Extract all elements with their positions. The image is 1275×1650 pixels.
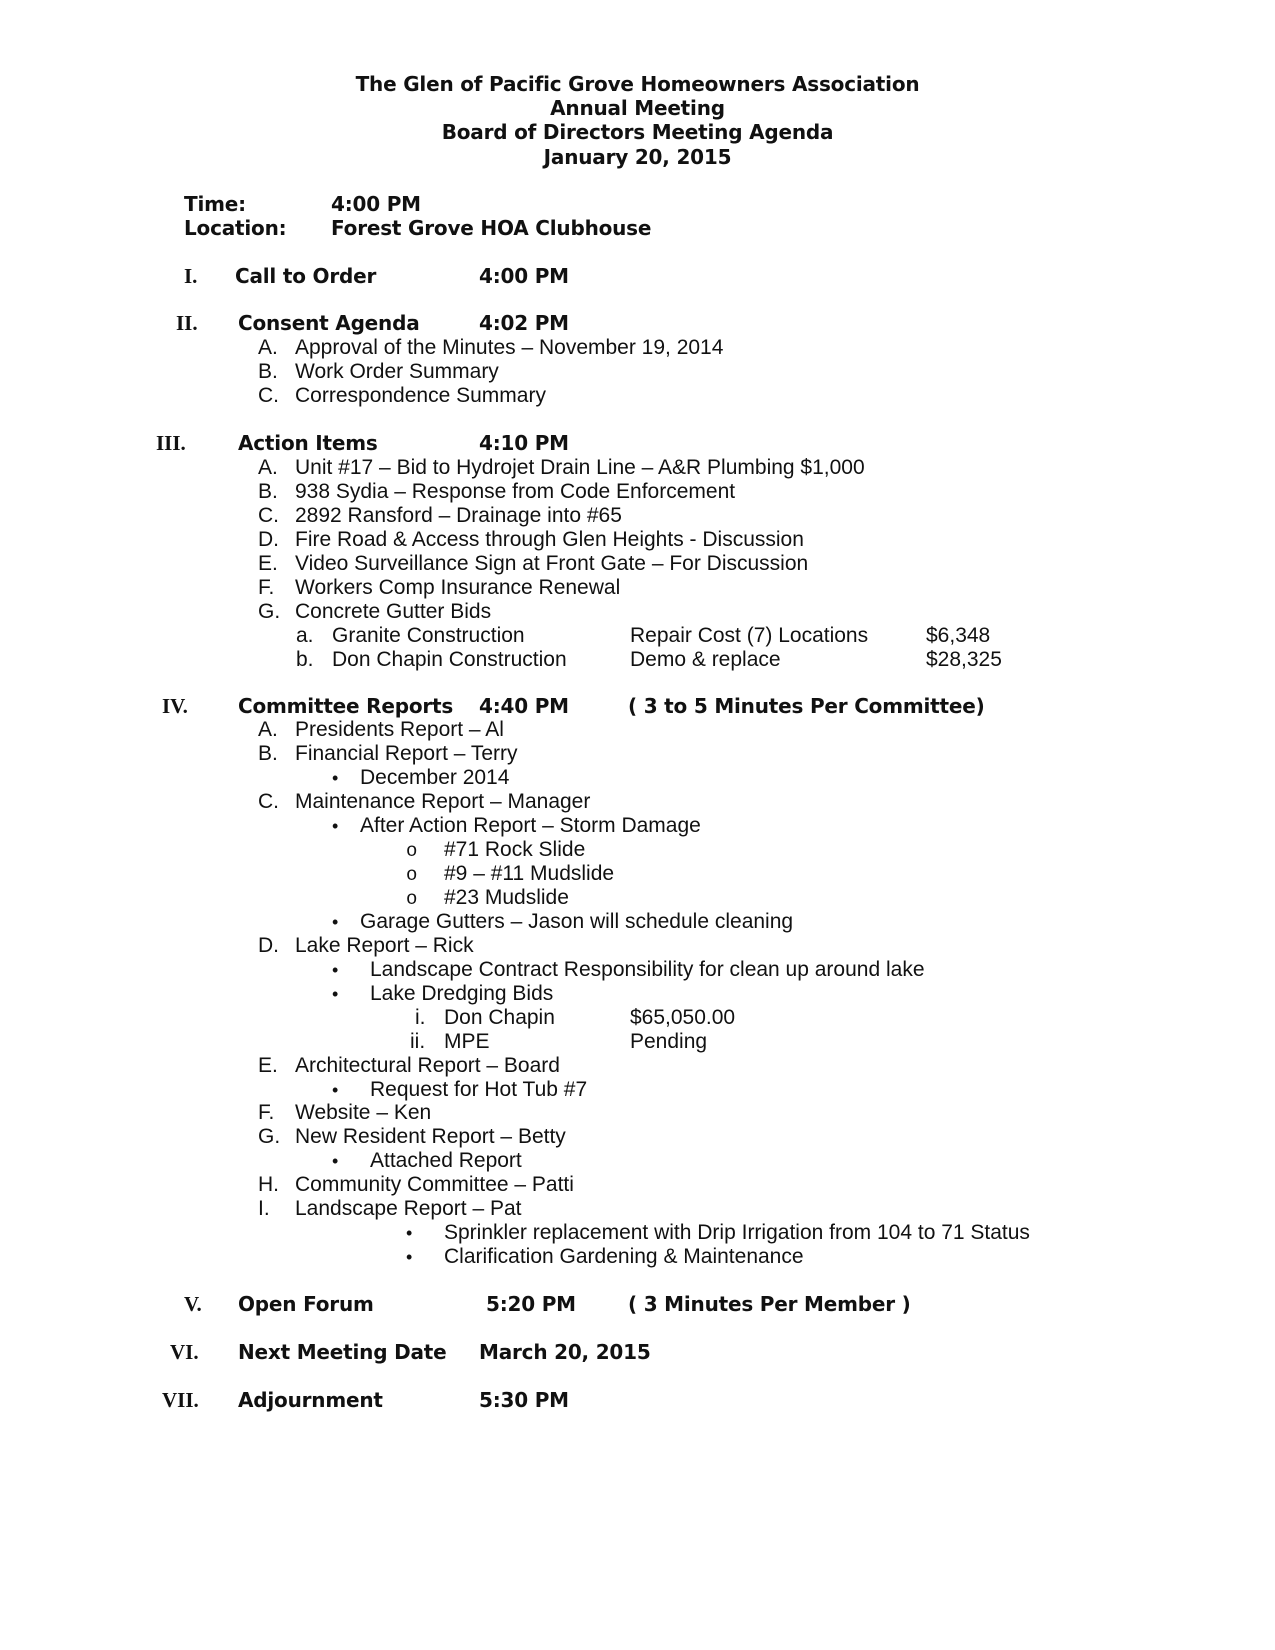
item-letter: B.	[258, 742, 278, 765]
section-title: Action Items	[238, 431, 378, 455]
bullet-item: Sprinkler replacement with Drip Irrigation from 104 to 71 Status	[444, 1221, 1030, 1244]
section-time: 4:00 PM	[479, 264, 569, 288]
item-letter: b.	[296, 648, 314, 671]
doc-title-date: January 20, 2015	[543, 145, 732, 169]
section-title: Consent Agenda	[238, 311, 420, 335]
item-letter: H.	[258, 1173, 279, 1196]
bid-amount: $65,050.00	[630, 1006, 736, 1029]
bid-contractor: MPE	[444, 1030, 490, 1053]
agenda-item: Maintenance Report – Manager	[295, 790, 591, 813]
bullet-icon: •	[332, 912, 339, 932]
circle-bullet-icon: o	[406, 888, 418, 910]
agenda-item: Correspondence Summary	[295, 384, 546, 407]
agenda-item: Fire Road & Access through Glen Heights - Discussion	[295, 528, 804, 551]
agenda-item: Lake Report – Rick	[295, 934, 474, 957]
agenda-item: Workers Comp Insurance Renewal	[295, 576, 621, 599]
agenda-item: Landscape Report – Pat	[295, 1197, 522, 1220]
circle-bullet-icon: o	[406, 864, 418, 886]
bid-amount: $6,348	[926, 624, 991, 647]
item-letter: G.	[258, 1125, 281, 1148]
section-note: ( 3 Minutes Per Member )	[628, 1292, 911, 1316]
agenda-item: 938 Sydia – Response from Code Enforcement	[295, 480, 736, 503]
bid-amount: $28,325	[926, 648, 1002, 671]
bullet-item: Garage Gutters – Jason will schedule cleaning	[360, 910, 794, 933]
section-number: V.	[184, 1292, 202, 1316]
agenda-item: Financial Report – Terry	[295, 742, 518, 765]
doc-title-agenda: Board of Directors Meeting Agenda	[441, 120, 834, 144]
item-letter: a.	[296, 624, 314, 647]
bullet-icon: •	[332, 816, 339, 836]
item-letter: F.	[258, 1101, 275, 1124]
item-letter: B.	[258, 480, 278, 503]
bullet-item: After Action Report – Storm Damage	[360, 814, 701, 837]
bullet-item: Clarification Gardening & Maintenance	[444, 1245, 804, 1268]
agenda-item: Unit #17 – Bid to Hydrojet Drain Line – A&R Plumbing $1,000	[295, 456, 865, 479]
item-letter: D.	[258, 528, 279, 551]
section-number: IV.	[162, 694, 188, 718]
bid-contractor: Don Chapin	[444, 1006, 555, 1029]
roman-marker: ii.	[410, 1030, 426, 1053]
section-number: II.	[176, 311, 198, 335]
doc-title-association: The Glen of Pacific Grove Homeowners Association	[355, 72, 920, 96]
sub-bullet-item: #23 Mudslide	[444, 886, 569, 909]
item-letter: E.	[258, 1054, 278, 1077]
sub-bullet-item: #71 Rock Slide	[444, 838, 586, 861]
agenda-item: Website – Ken	[295, 1101, 432, 1124]
bid-contractor: Granite Construction	[332, 624, 525, 647]
item-letter: F.	[258, 576, 275, 599]
section-title: Open Forum	[238, 1292, 374, 1316]
agenda-item: Presidents Report – Al	[295, 718, 504, 741]
section-title: Call to Order	[235, 264, 377, 288]
location-label: Location:	[184, 216, 287, 240]
section-note: ( 3 to 5 Minutes Per Committee)	[628, 694, 985, 718]
section-time: 4:02 PM	[479, 311, 569, 335]
item-letter: C.	[258, 790, 279, 813]
item-letter: A.	[258, 456, 278, 479]
section-number: I.	[184, 264, 198, 288]
bid-description: Demo & replace	[630, 648, 781, 671]
bullet-icon: •	[332, 1080, 339, 1100]
item-letter: A.	[258, 718, 278, 741]
bullet-item: December 2014	[360, 766, 510, 789]
item-letter: G.	[258, 600, 281, 623]
bullet-icon: •	[332, 960, 339, 980]
agenda-item: Architectural Report – Board	[295, 1054, 560, 1077]
section-time: March 20, 2015	[479, 1340, 651, 1364]
section-time: 5:30 PM	[479, 1388, 569, 1412]
bullet-item: Attached Report	[370, 1149, 522, 1172]
agenda-item: Video Surveillance Sign at Front Gate – For Discussion	[295, 552, 809, 575]
circle-bullet-icon: o	[406, 840, 418, 862]
section-title: Next Meeting Date	[238, 1340, 447, 1364]
bullet-icon: •	[332, 1151, 339, 1171]
bullet-item: Landscape Contract Responsibility for clean up around lake	[370, 958, 925, 981]
agenda-item: Work Order Summary	[295, 360, 499, 383]
item-letter: B.	[258, 360, 278, 383]
section-number: VII.	[162, 1388, 199, 1412]
bullet-item: Lake Dredging Bids	[370, 982, 554, 1005]
doc-title-meeting: Annual Meeting	[550, 96, 725, 120]
item-letter: C.	[258, 384, 279, 407]
location-value: Forest Grove HOA Clubhouse	[331, 216, 652, 240]
time-label: Time:	[184, 192, 246, 216]
sub-bullet-item: #9 – #11 Mudslide	[444, 862, 615, 885]
section-time: 4:10 PM	[479, 431, 569, 455]
bullet-icon: •	[332, 768, 339, 788]
bullet-item: Request for Hot Tub #7	[370, 1078, 588, 1101]
item-letter: I.	[258, 1197, 270, 1220]
section-title: Adjournment	[238, 1388, 383, 1412]
section-time: 5:20 PM	[486, 1292, 576, 1316]
agenda-item: Community Committee – Patti	[295, 1173, 574, 1196]
agenda-item: New Resident Report – Betty	[295, 1125, 566, 1148]
section-number: VI.	[170, 1340, 199, 1364]
section-time: 4:40 PM	[479, 694, 569, 718]
bullet-icon: •	[332, 984, 339, 1004]
roman-marker: i.	[415, 1006, 426, 1029]
item-letter: C.	[258, 504, 279, 527]
bid-amount: Pending	[630, 1030, 708, 1053]
bid-description: Repair Cost (7) Locations	[630, 624, 869, 647]
section-number: III.	[156, 431, 186, 455]
bullet-icon: •	[406, 1247, 413, 1267]
item-letter: E.	[258, 552, 278, 575]
bullet-icon: •	[406, 1223, 413, 1243]
item-letter: D.	[258, 934, 279, 957]
section-title: Committee Reports	[238, 694, 454, 718]
agenda-item: Concrete Gutter Bids	[295, 600, 492, 623]
item-letter: A.	[258, 336, 278, 359]
bid-contractor: Don Chapin Construction	[332, 648, 567, 671]
agenda-item: Approval of the Minutes – November 19, 2014	[295, 336, 724, 359]
agenda-item: 2892 Ransford – Drainage into #65	[295, 504, 622, 527]
time-value: 4:00 PM	[331, 192, 421, 216]
